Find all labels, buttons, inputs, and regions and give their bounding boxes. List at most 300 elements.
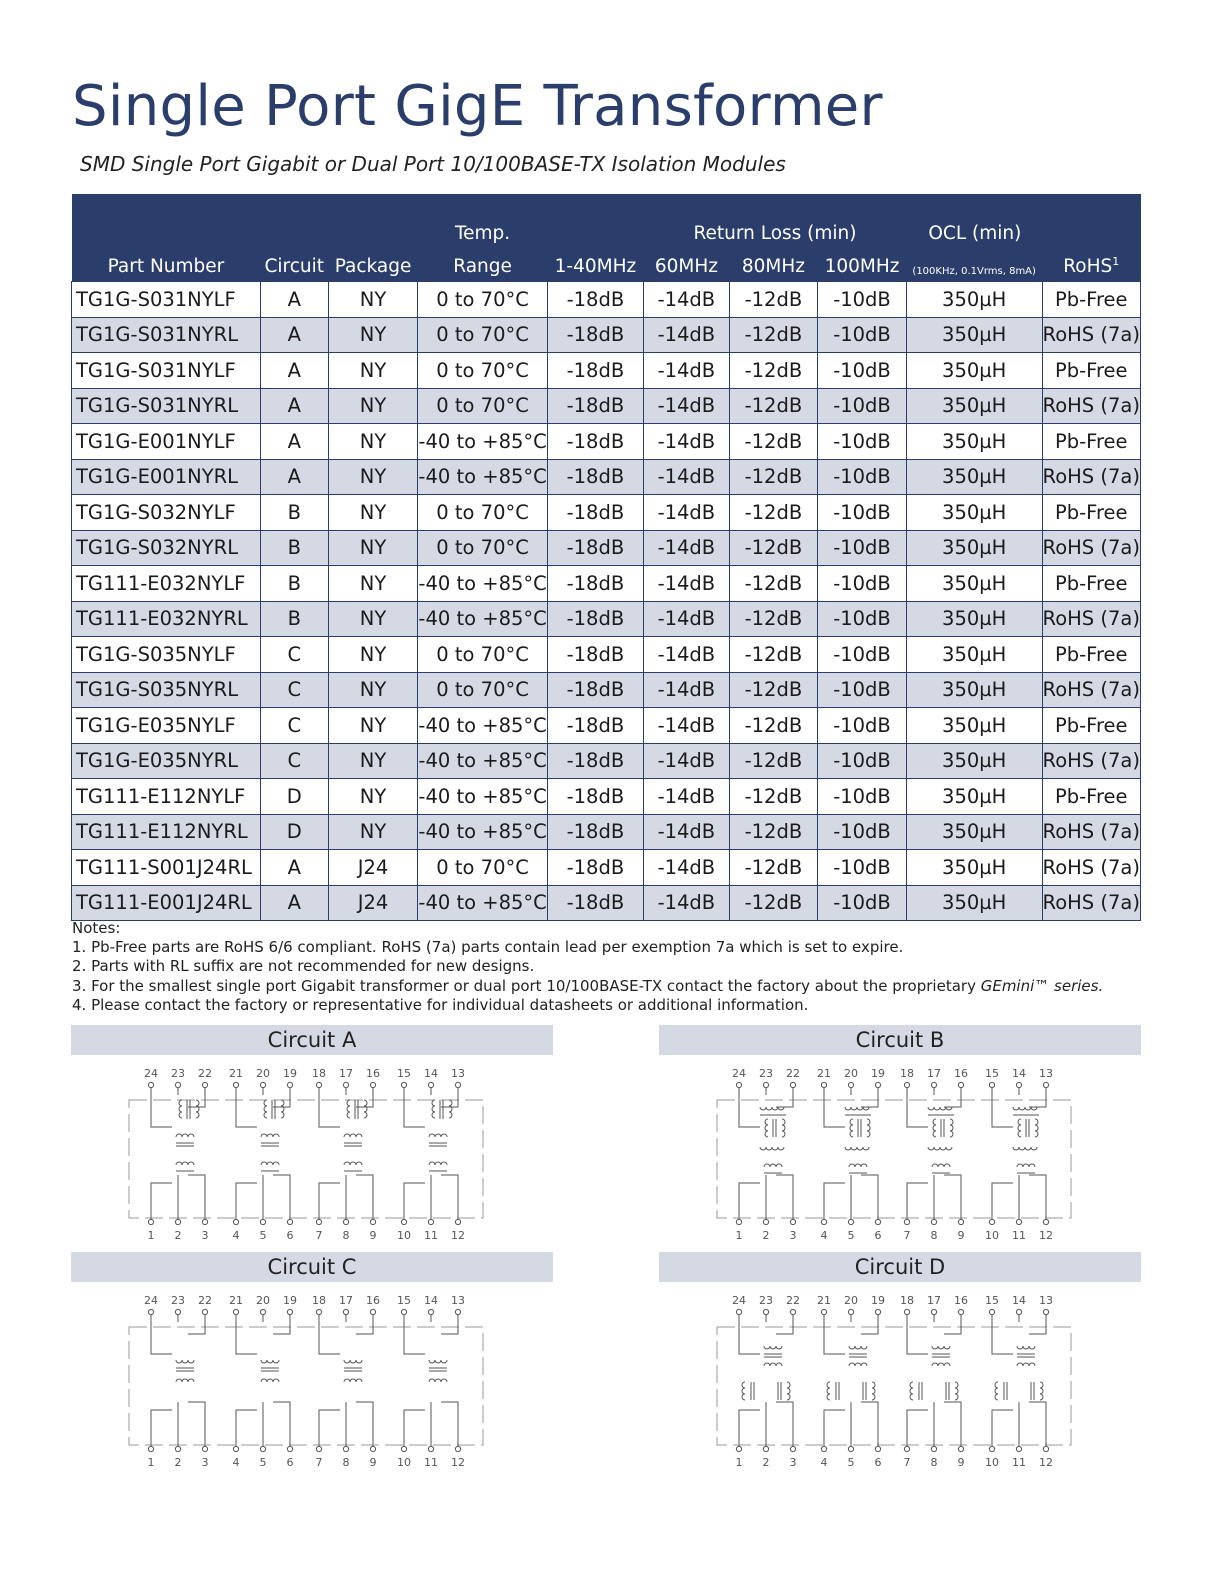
pin-label-top: 18 (312, 1067, 326, 1080)
cell-ocl: 350µH (906, 708, 1042, 744)
circuit-a-panel (71, 1025, 553, 1245)
pin-label-top: 15 (397, 1294, 411, 1307)
table-row (72, 566, 1141, 602)
pin-label-top: 23 (759, 1294, 773, 1307)
pin-label-top: 23 (171, 1294, 185, 1307)
note-3: 3. For the smallest single port Gigabit transformer or dual port 10/100BASE-TX contact the factory about the proprietary GEmini™ series. (72, 976, 1104, 995)
cell-package: NY (328, 743, 418, 779)
cell-rl-60: -14dB (644, 814, 730, 850)
header-ocl: OCL (min) (906, 194, 1140, 244)
cell-rl-80: -12dB (729, 743, 818, 779)
cell-rohs: Pb-Free (1042, 353, 1141, 389)
pin-label-top: 17 (927, 1294, 941, 1307)
cell-rl-100: -10dB (818, 530, 907, 566)
cell-part-number: TG1G-S032NYLF (72, 495, 261, 531)
cell-part-number: TG111-E032NYLF (72, 566, 261, 602)
pin-label-top: 19 (283, 1067, 297, 1080)
cell-circuit: B (260, 530, 328, 566)
pin-label-top: 24 (144, 1294, 158, 1307)
cell-circuit: A (260, 388, 328, 424)
pin-label-top: 22 (786, 1294, 800, 1307)
pin-label-bottom: 6 (286, 1456, 294, 1469)
cell-package: NY (328, 495, 418, 531)
cell-circuit: D (260, 779, 328, 815)
spec-table-body (72, 282, 1141, 921)
table-row (72, 601, 1141, 637)
circuit-d-panel (659, 1252, 1141, 1472)
cell-rl-1-40: -18dB (547, 388, 643, 424)
cell-package: NY (328, 779, 418, 815)
pin-label-bottom: 10 (985, 1456, 999, 1469)
cell-rl-80: -12dB (729, 317, 818, 353)
cell-part-number: TG1G-S035NYLF (72, 637, 261, 673)
cell-part-number: TG111-S001J24RL (72, 850, 261, 886)
pin-label-top: 14 (1012, 1294, 1026, 1307)
cell-rl-80: -12dB (729, 353, 818, 389)
cell-circuit: A (260, 282, 328, 318)
cell-rl-100: -10dB (818, 743, 907, 779)
cell-rl-1-40: -18dB (547, 637, 643, 673)
cell-rl-100: -10dB (818, 637, 907, 673)
pin-label-top: 15 (985, 1294, 999, 1307)
pin-label-top: 21 (229, 1294, 243, 1307)
cell-ocl: 350µH (906, 424, 1042, 460)
cell-circuit: A (260, 850, 328, 886)
pin-label-bottom: 4 (232, 1229, 240, 1242)
table-row (72, 459, 1141, 495)
cell-part-number: TG1G-S031NYLF (72, 353, 261, 389)
cell-circuit: A (260, 424, 328, 460)
circuit-b-diagram (659, 1055, 1141, 1245)
cell-rl-80: -12dB (729, 850, 818, 886)
cell-circuit: A (260, 459, 328, 495)
cell-ocl: 350µH (906, 282, 1042, 318)
pin-label-top: 13 (1039, 1067, 1053, 1080)
cell-rl-1-40: -18dB (547, 424, 643, 460)
cell-rl-1-40: -18dB (547, 353, 643, 389)
pin-label-bottom: 2 (762, 1229, 770, 1242)
pin-label-top: 19 (871, 1294, 885, 1307)
cell-package: NY (328, 672, 418, 708)
pin-label-bottom: 3 (201, 1456, 209, 1469)
circuit-c-diagram (71, 1282, 553, 1472)
pin-label-bottom: 1 (735, 1229, 743, 1242)
pin-label-bottom: 12 (451, 1229, 465, 1242)
cell-rl-1-40: -18dB (547, 743, 643, 779)
cell-package: NY (328, 424, 418, 460)
pin-label-bottom: 5 (847, 1229, 855, 1242)
cell-rl-1-40: -18dB (547, 885, 643, 921)
cell-rl-100: -10dB (818, 459, 907, 495)
pin-label-bottom: 7 (903, 1456, 911, 1469)
pin-label-bottom: 7 (903, 1229, 911, 1242)
header-return-loss: Return Loss (min) (644, 194, 907, 244)
pin-label-top: 14 (424, 1067, 438, 1080)
cell-rl-1-40: -18dB (547, 317, 643, 353)
pin-label-top: 18 (900, 1294, 914, 1307)
cell-temp-range: 0 to 70°C (418, 850, 547, 886)
table-row (72, 708, 1141, 744)
cell-part-number: TG1G-S032NYRL (72, 530, 261, 566)
pin-label-bottom: 11 (1012, 1456, 1026, 1469)
cell-rl-60: -14dB (644, 850, 730, 886)
cell-rl-60: -14dB (644, 424, 730, 460)
cell-temp-range: -40 to +85°C (418, 743, 547, 779)
cell-rl-80: -12dB (729, 424, 818, 460)
cell-ocl: 350µH (906, 530, 1042, 566)
pin-label-top: 20 (844, 1067, 858, 1080)
pin-label-top: 14 (1012, 1067, 1026, 1080)
cell-circuit: C (260, 672, 328, 708)
circuit-c-title: Circuit C (71, 1252, 553, 1282)
pin-label-top: 24 (144, 1067, 158, 1080)
pin-label-bottom: 3 (201, 1229, 209, 1242)
cell-rl-60: -14dB (644, 672, 730, 708)
pin-label-bottom: 3 (789, 1456, 797, 1469)
pin-label-top: 18 (312, 1294, 326, 1307)
cell-rl-80: -12dB (729, 459, 818, 495)
pin-label-top: 20 (256, 1067, 270, 1080)
pin-label-top: 19 (871, 1067, 885, 1080)
pin-label-bottom: 8 (342, 1229, 350, 1242)
pin-label-bottom: 10 (397, 1456, 411, 1469)
cell-rl-60: -14dB (644, 566, 730, 602)
table-row (72, 779, 1141, 815)
cell-part-number: TG1G-E001NYRL (72, 459, 261, 495)
page-subtitle: SMD Single Port Gigabit or Dual Port 10/100BASE-TX Isolation Modules (80, 152, 786, 176)
cell-rohs: RoHS (7a) (1042, 850, 1141, 886)
cell-temp-range: 0 to 70°C (418, 530, 547, 566)
cell-package: NY (328, 530, 418, 566)
header-rl-1-40: 1-40MHz (547, 244, 643, 282)
cell-ocl: 350µH (906, 353, 1042, 389)
note-2: 2. Parts with RL suffix are not recommended for new designs. (72, 957, 535, 976)
pin-label-bottom: 11 (424, 1229, 438, 1242)
pin-label-bottom: 11 (424, 1456, 438, 1469)
pin-label-top: 16 (954, 1067, 968, 1080)
pin-label-bottom: 8 (342, 1456, 350, 1469)
cell-rl-60: -14dB (644, 388, 730, 424)
cell-package: NY (328, 459, 418, 495)
cell-ocl: 350µH (906, 317, 1042, 353)
pin-label-top: 20 (256, 1294, 270, 1307)
pin-label-top: 20 (844, 1294, 858, 1307)
pin-label-bottom: 9 (369, 1456, 377, 1469)
table-row (72, 317, 1141, 353)
cell-rl-1-40: -18dB (547, 708, 643, 744)
cell-ocl: 350µH (906, 672, 1042, 708)
pin-label-bottom: 10 (985, 1229, 999, 1242)
cell-rl-100: -10dB (818, 424, 907, 460)
pin-label-bottom: 2 (174, 1456, 182, 1469)
cell-circuit: C (260, 708, 328, 744)
pin-label-top: 16 (366, 1294, 380, 1307)
cell-rohs: RoHS (7a) (1042, 388, 1141, 424)
cell-package: NY (328, 317, 418, 353)
cell-temp-range: 0 to 70°C (418, 353, 547, 389)
pin-label-bottom: 9 (369, 1229, 377, 1242)
cell-package: NY (328, 601, 418, 637)
header-ocl-sub: (100KHz, 0.1Vrms, 8mA) (906, 244, 1042, 282)
cell-circuit: B (260, 566, 328, 602)
cell-rl-80: -12dB (729, 388, 818, 424)
pin-label-bottom: 10 (397, 1229, 411, 1242)
cell-rohs: Pb-Free (1042, 637, 1141, 673)
header-circuit: Circuit (260, 244, 328, 282)
pin-label-bottom: 4 (820, 1229, 828, 1242)
cell-part-number: TG1G-S035NYRL (72, 672, 261, 708)
pin-label-top: 14 (424, 1294, 438, 1307)
cell-temp-range: -40 to +85°C (418, 601, 547, 637)
pin-label-bottom: 7 (315, 1456, 323, 1469)
pin-label-bottom: 6 (874, 1229, 882, 1242)
cell-rl-80: -12dB (729, 708, 818, 744)
cell-temp-range: -40 to +85°C (418, 566, 547, 602)
cell-ocl: 350µH (906, 495, 1042, 531)
cell-rohs: Pb-Free (1042, 779, 1141, 815)
schematic-svg (71, 1282, 553, 1472)
cell-package: NY (328, 637, 418, 673)
notes-heading: Notes: (72, 919, 121, 937)
cell-rl-1-40: -18dB (547, 282, 643, 318)
cell-circuit: C (260, 637, 328, 673)
circuit-d-title: Circuit D (659, 1252, 1141, 1282)
pin-label-bottom: 12 (1039, 1456, 1053, 1469)
cell-rohs: Pb-Free (1042, 424, 1141, 460)
header-temp-line1: Temp. (418, 194, 547, 244)
pin-label-bottom: 2 (762, 1456, 770, 1469)
table-row (72, 424, 1141, 460)
cell-rl-80: -12dB (729, 779, 818, 815)
circuit-b-panel (659, 1025, 1141, 1245)
pin-label-top: 13 (451, 1294, 465, 1307)
pin-label-top: 23 (759, 1067, 773, 1080)
pin-label-bottom: 3 (789, 1229, 797, 1242)
cell-part-number: TG111-E001J24RL (72, 885, 261, 921)
cell-rohs: RoHS (7a) (1042, 317, 1141, 353)
cell-rl-100: -10dB (818, 282, 907, 318)
pin-label-top: 22 (198, 1294, 212, 1307)
cell-ocl: 350µH (906, 850, 1042, 886)
table-row (72, 495, 1141, 531)
pin-label-bottom: 6 (874, 1456, 882, 1469)
cell-package: NY (328, 566, 418, 602)
cell-rl-60: -14dB (644, 459, 730, 495)
cell-temp-range: 0 to 70°C (418, 637, 547, 673)
cell-rl-80: -12dB (729, 601, 818, 637)
cell-rohs: RoHS (7a) (1042, 530, 1141, 566)
pin-label-bottom: 1 (147, 1229, 155, 1242)
cell-rl-80: -12dB (729, 672, 818, 708)
cell-rohs: RoHS (7a) (1042, 885, 1141, 921)
cell-circuit: D (260, 814, 328, 850)
header-package: Package (328, 244, 418, 282)
cell-rl-60: -14dB (644, 282, 730, 318)
cell-ocl: 350µH (906, 743, 1042, 779)
cell-rohs: Pb-Free (1042, 566, 1141, 602)
cell-rohs: RoHS (7a) (1042, 814, 1141, 850)
pin-label-bottom: 1 (735, 1456, 743, 1469)
pin-label-top: 17 (339, 1294, 353, 1307)
header-rl-80: 80MHz (729, 244, 818, 282)
table-row (72, 850, 1141, 886)
cell-rl-100: -10dB (818, 814, 907, 850)
cell-package: NY (328, 353, 418, 389)
circuit-a-title: Circuit A (71, 1025, 553, 1055)
cell-ocl: 350µH (906, 601, 1042, 637)
cell-rl-1-40: -18dB (547, 459, 643, 495)
cell-rl-60: -14dB (644, 601, 730, 637)
cell-rohs: Pb-Free (1042, 708, 1141, 744)
cell-rl-80: -12dB (729, 530, 818, 566)
cell-rl-1-40: -18dB (547, 672, 643, 708)
cell-rl-100: -10dB (818, 317, 907, 353)
cell-rl-100: -10dB (818, 388, 907, 424)
table-row (72, 672, 1141, 708)
header-temp-line2: Range (418, 244, 547, 282)
cell-package: NY (328, 814, 418, 850)
cell-temp-range: 0 to 70°C (418, 672, 547, 708)
header-rl-100: 100MHz (818, 244, 907, 282)
pin-label-bottom: 5 (259, 1456, 267, 1469)
pin-label-top: 16 (954, 1294, 968, 1307)
cell-temp-range: 0 to 70°C (418, 388, 547, 424)
pin-label-top: 23 (171, 1067, 185, 1080)
cell-part-number: TG1G-E035NYRL (72, 743, 261, 779)
circuit-d-diagram (659, 1282, 1141, 1472)
cell-temp-range: -40 to +85°C (418, 459, 547, 495)
circuit-c-panel (71, 1252, 553, 1472)
cell-circuit: A (260, 353, 328, 389)
table-row (72, 885, 1141, 921)
pin-label-bottom: 1 (147, 1456, 155, 1469)
cell-circuit: A (260, 317, 328, 353)
cell-rl-1-40: -18dB (547, 566, 643, 602)
cell-rohs: RoHS (7a) (1042, 743, 1141, 779)
pin-label-bottom: 8 (930, 1456, 938, 1469)
pin-label-bottom: 5 (847, 1456, 855, 1469)
pin-label-bottom: 5 (259, 1229, 267, 1242)
pin-label-top: 15 (985, 1067, 999, 1080)
cell-rl-60: -14dB (644, 779, 730, 815)
cell-temp-range: -40 to +85°C (418, 779, 547, 815)
table-row (72, 353, 1141, 389)
circuit-a-diagram (71, 1055, 553, 1245)
cell-rl-60: -14dB (644, 885, 730, 921)
table-row (72, 282, 1141, 318)
table-row (72, 743, 1141, 779)
cell-temp-range: 0 to 70°C (418, 317, 547, 353)
pin-label-top: 17 (339, 1067, 353, 1080)
header-rohs: RoHS$^1$ (1042, 244, 1141, 282)
cell-temp-range: 0 to 70°C (418, 282, 547, 318)
cell-part-number: TG1G-S031NYLF (72, 282, 261, 318)
pin-label-bottom: 7 (315, 1229, 323, 1242)
pin-label-top: 21 (229, 1067, 243, 1080)
cell-part-number: TG1G-S031NYRL (72, 388, 261, 424)
cell-rl-60: -14dB (644, 317, 730, 353)
pin-label-top: 15 (397, 1067, 411, 1080)
cell-rl-60: -14dB (644, 353, 730, 389)
cell-rl-100: -10dB (818, 850, 907, 886)
cell-part-number: TG111-E112NYLF (72, 779, 261, 815)
note-1: 1. Pb-Free parts are RoHS 6/6 compliant. RoHS (7a) parts contain lead per exemption 7a which is set to expire. (72, 938, 904, 957)
pin-label-top: 22 (198, 1067, 212, 1080)
cell-ocl: 350µH (906, 459, 1042, 495)
cell-rl-80: -12dB (729, 566, 818, 602)
cell-rl-100: -10dB (818, 708, 907, 744)
pin-label-bottom: 6 (286, 1229, 294, 1242)
spec-table (71, 194, 1141, 921)
cell-rl-100: -10dB (818, 495, 907, 531)
cell-rl-80: -12dB (729, 637, 818, 673)
cell-ocl: 350µH (906, 388, 1042, 424)
pin-label-bottom: 2 (174, 1229, 182, 1242)
pin-label-bottom: 11 (1012, 1229, 1026, 1242)
cell-circuit: B (260, 495, 328, 531)
cell-rl-60: -14dB (644, 637, 730, 673)
pin-label-top: 24 (732, 1294, 746, 1307)
page-title: Single Port GigE Transformer (72, 74, 883, 139)
notes (72, 919, 1103, 1015)
cell-ocl: 350µH (906, 566, 1042, 602)
cell-temp-range: -40 to +85°C (418, 885, 547, 921)
pin-label-top: 17 (927, 1067, 941, 1080)
pin-label-top: 19 (283, 1294, 297, 1307)
cell-rl-1-40: -18dB (547, 779, 643, 815)
cell-rl-100: -10dB (818, 353, 907, 389)
cell-rl-1-40: -18dB (547, 601, 643, 637)
cell-ocl: 350µH (906, 779, 1042, 815)
schematic-svg (71, 1055, 553, 1245)
cell-rl-80: -12dB (729, 495, 818, 531)
pin-label-top: 13 (451, 1067, 465, 1080)
cell-part-number: TG111-E032NYRL (72, 601, 261, 637)
pin-label-top: 18 (900, 1067, 914, 1080)
pin-label-bottom: 4 (820, 1456, 828, 1469)
cell-rl-1-40: -18dB (547, 530, 643, 566)
cell-rl-60: -14dB (644, 530, 730, 566)
cell-rl-100: -10dB (818, 779, 907, 815)
pin-label-top: 24 (732, 1067, 746, 1080)
cell-package: J24 (328, 885, 418, 921)
note-3-series: GEmini™ series. (980, 976, 1104, 995)
cell-package: NY (328, 282, 418, 318)
cell-part-number: TG1G-E035NYLF (72, 708, 261, 744)
cell-ocl: 350µH (906, 814, 1042, 850)
pin-label-bottom: 9 (957, 1456, 965, 1469)
header-rl-60: 60MHz (644, 244, 730, 282)
cell-rohs: RoHS (7a) (1042, 601, 1141, 637)
cell-ocl: 350µH (906, 885, 1042, 921)
cell-rl-100: -10dB (818, 601, 907, 637)
cell-package: NY (328, 708, 418, 744)
cell-rl-100: -10dB (818, 566, 907, 602)
cell-rl-60: -14dB (644, 708, 730, 744)
cell-temp-range: -40 to +85°C (418, 814, 547, 850)
pin-label-top: 22 (786, 1067, 800, 1080)
pin-label-top: 13 (1039, 1294, 1053, 1307)
pin-label-bottom: 12 (1039, 1229, 1053, 1242)
cell-rl-60: -14dB (644, 743, 730, 779)
cell-rl-80: -12dB (729, 282, 818, 318)
cell-rl-80: -12dB (729, 814, 818, 850)
cell-rohs: RoHS (7a) (1042, 672, 1141, 708)
cell-temp-range: 0 to 70°C (418, 495, 547, 531)
cell-temp-range: -40 to +85°C (418, 708, 547, 744)
note-4: 4. Please contact the factory or representative for individual datasheets or additional information. (72, 995, 809, 1014)
cell-rohs: Pb-Free (1042, 282, 1141, 318)
